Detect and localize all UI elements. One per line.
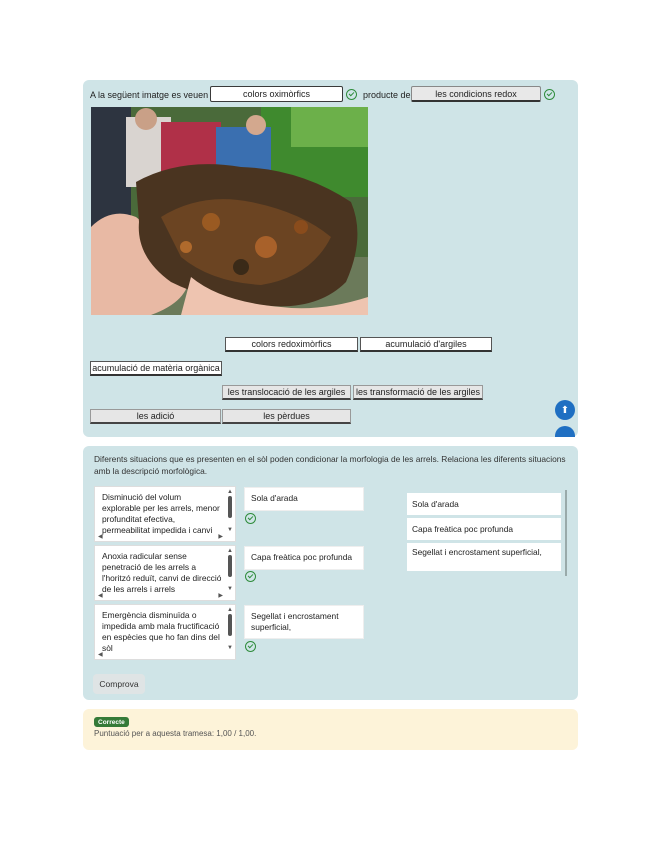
answer-option[interactable]: Sola d'arada [407, 493, 561, 515]
score-text: Puntuació per a aquesta tramesa: 1,00 / 1,00. [94, 729, 257, 738]
scroll-down-arrow-icon[interactable]: ▼ [227, 527, 233, 533]
answer-drop-zone[interactable]: Segellat i encrostament superficial, [244, 605, 364, 639]
question-1-card [83, 80, 578, 437]
answer-option[interactable]: Segellat i encrostament superficial, [407, 543, 561, 571]
situation-text: Disminució del volum explorable per les arrels, menor profunditat efectiva, permeabilitat impedida i canvi [102, 492, 220, 535]
correct-check-icon [346, 89, 357, 100]
scroll-down-arrow-icon[interactable]: ▼ [227, 586, 233, 592]
status-badge: Correcte [94, 717, 129, 727]
scroll-up-arrow-icon[interactable]: ▲ [227, 548, 233, 554]
sentence-prefix: A la següent imatge es veuen [90, 90, 209, 100]
drop-zone-1[interactable]: colors oximòrfics [210, 86, 343, 102]
scroll-left-arrow-icon[interactable]: ◀ [98, 652, 103, 658]
question-instructions: Diferents situacions que es presenten en el sòl poden condicionar la morfologia de les arrels. Relaciona les diferents situacions amb la descripció morfològica. [94, 454, 566, 476]
drop-zone-2[interactable]: les condicions redox [411, 86, 541, 102]
option-chip[interactable]: colors redoximòrfics [225, 337, 358, 352]
situation-text: Anoxia radicular sense penetració de les arrels a l'horitzó reduït, canvi de direcció de les arrels i arrels [102, 551, 222, 594]
options-scrollbar[interactable] [565, 490, 567, 576]
scroll-left-arrow-icon[interactable]: ◀ [98, 534, 103, 540]
answer-drop-zone[interactable]: Sola d'arada [244, 487, 364, 511]
situation-text-box[interactable] [94, 545, 236, 601]
scroll-up-button[interactable] [555, 400, 575, 420]
scroll-up-arrow-icon[interactable]: ▲ [227, 607, 233, 613]
option-chip[interactable]: les adició [90, 409, 221, 424]
feedback-box [83, 709, 578, 750]
scroll-down-button[interactable] [555, 426, 575, 437]
scrollbar-thumb[interactable] [228, 614, 232, 636]
soil-photo [91, 107, 368, 315]
option-chip[interactable]: les pèrdues [222, 409, 351, 424]
soil-photo-image [91, 107, 368, 315]
option-chip[interactable]: acumulació d'argiles [360, 337, 492, 352]
scrollbar-thumb[interactable] [228, 555, 232, 577]
arrow-up-icon: ⬆ [560, 404, 570, 416]
scroll-right-arrow-icon[interactable]: ▶ [218, 534, 223, 540]
scroll-left-arrow-icon[interactable]: ◀ [98, 593, 103, 599]
correct-check-icon [544, 89, 555, 100]
question-2-card [83, 446, 578, 700]
situation-text-box[interactable] [94, 486, 236, 542]
correct-check-icon [245, 641, 256, 652]
situation-text: Emergència disminuïda o impedida amb mala fructificació en espècies que ho fan dins del sòl [102, 610, 220, 653]
answer-option[interactable]: Capa freàtica poc profunda [407, 518, 561, 540]
scroll-up-arrow-icon[interactable]: ▲ [227, 489, 233, 495]
correct-check-icon [245, 571, 256, 582]
scrollbar-thumb[interactable] [228, 496, 232, 518]
option-chip[interactable]: les translocació de les argiles [222, 385, 351, 400]
check-button[interactable]: Comprova [93, 674, 145, 694]
option-chip[interactable]: acumulació de matèria orgànica [90, 361, 222, 376]
answer-drop-zone[interactable]: Capa freàtica poc profunda [244, 546, 364, 570]
correct-check-icon [245, 513, 256, 524]
scroll-right-arrow-icon[interactable]: ▶ [218, 593, 223, 599]
situation-text-box[interactable] [94, 604, 236, 660]
scroll-down-arrow-icon[interactable]: ▼ [227, 645, 233, 651]
sentence-middle: producte de [363, 90, 411, 100]
option-chip[interactable]: les transformació de les argiles [353, 385, 483, 400]
